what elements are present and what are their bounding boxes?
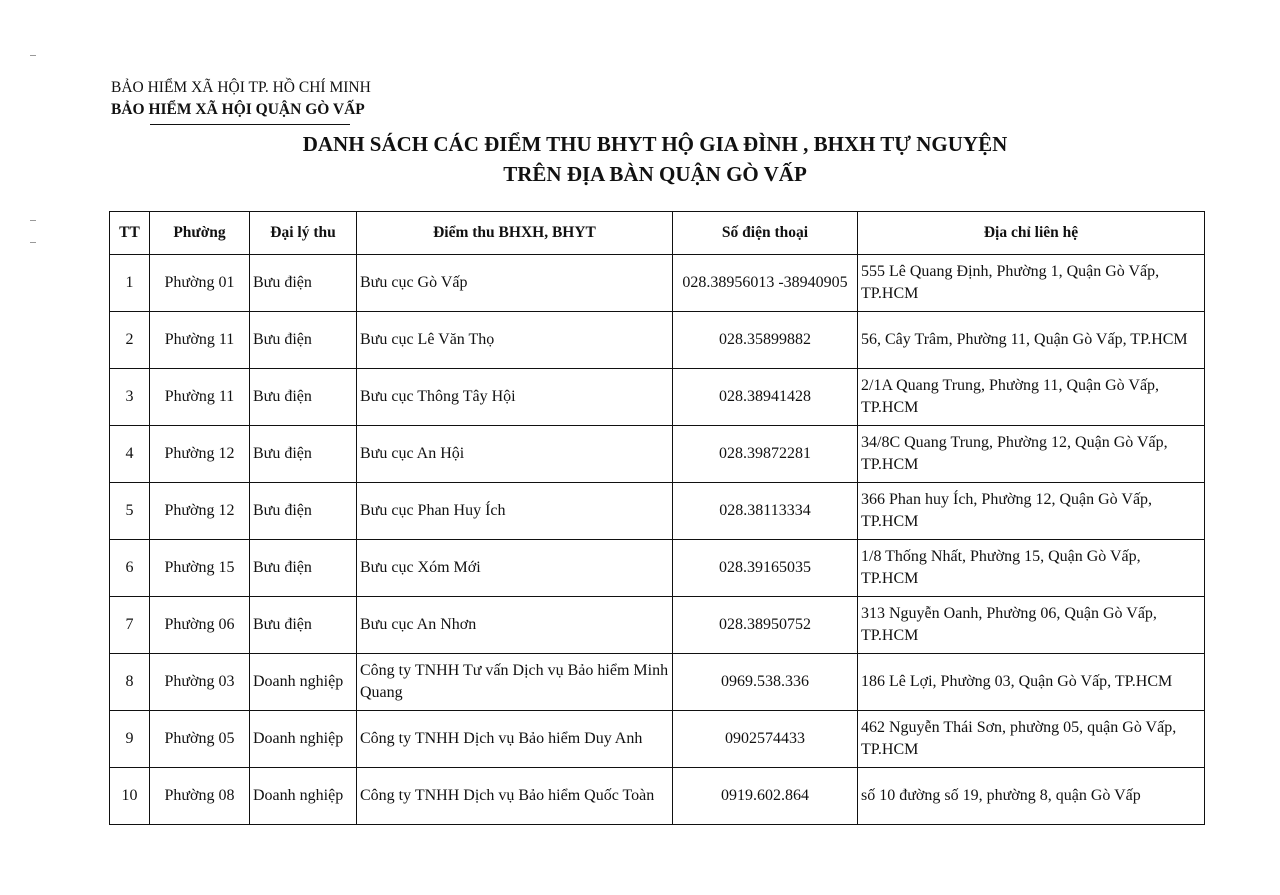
table-row bbox=[110, 597, 1205, 654]
table-row bbox=[110, 711, 1205, 768]
phone-cell: 0919.602.864 bbox=[673, 768, 858, 825]
agent-cell: Bưu điện bbox=[250, 597, 357, 654]
collection-point-cell: Công ty TNHH Dịch vụ Bảo hiểm Quốc Toàn bbox=[357, 768, 673, 825]
row-number: 10 bbox=[110, 768, 150, 825]
collection-point-cell: Bưu cục Phan Huy Ích bbox=[357, 483, 673, 540]
header-point: Điểm thu BHXH, BHYT bbox=[357, 212, 673, 255]
collection-point-cell: Bưu cục Thông Tây Hội bbox=[357, 369, 673, 426]
table-header-row bbox=[110, 212, 1205, 255]
address-cell: 462 Nguyễn Thái Sơn, phường 05, quận Gò Vấp, TP.HCM bbox=[858, 711, 1205, 768]
phone-cell: 028.35899882 bbox=[673, 312, 858, 369]
collection-point-cell: Bưu cục Xóm Mới bbox=[357, 540, 673, 597]
agent-cell: Doanh nghiệp bbox=[250, 654, 357, 711]
collection-point-cell: Bưu cục Lê Văn Thọ bbox=[357, 312, 673, 369]
row-number: 4 bbox=[110, 426, 150, 483]
agent-cell: Bưu điện bbox=[250, 483, 357, 540]
collection-points-table bbox=[109, 211, 1205, 825]
agent-cell: Bưu điện bbox=[250, 369, 357, 426]
address-cell: 186 Lê Lợi, Phường 03, Quận Gò Vấp, TP.HCM bbox=[858, 654, 1205, 711]
address-cell: 313 Nguyễn Oanh, Phường 06, Quận Gò Vấp, TP.HCM bbox=[858, 597, 1205, 654]
ward-cell: Phường 12 bbox=[150, 426, 250, 483]
organization-header bbox=[111, 77, 371, 121]
address-cell: số 10 đường số 19, phường 8, quận Gò Vấp bbox=[858, 768, 1205, 825]
phone-cell: 028.38956013 -38940905 bbox=[673, 255, 858, 312]
collection-point-cell: Bưu cục Gò Vấp bbox=[357, 255, 673, 312]
table-row bbox=[110, 369, 1205, 426]
collection-point-cell: Bưu cục An Nhơn bbox=[357, 597, 673, 654]
ward-cell: Phường 06 bbox=[150, 597, 250, 654]
collection-point-cell: Công ty TNHH Tư vấn Dịch vụ Bảo hiểm Minh Quang bbox=[357, 654, 673, 711]
table-row bbox=[110, 426, 1205, 483]
table-row bbox=[110, 768, 1205, 825]
agent-cell: Bưu điện bbox=[250, 426, 357, 483]
header-ward: Phường bbox=[150, 212, 250, 255]
agent-cell: Doanh nghiệp bbox=[250, 768, 357, 825]
row-number: 2 bbox=[110, 312, 150, 369]
row-number: 8 bbox=[110, 654, 150, 711]
phone-cell: 028.39165035 bbox=[673, 540, 858, 597]
ward-cell: Phường 15 bbox=[150, 540, 250, 597]
ward-cell: Phường 08 bbox=[150, 768, 250, 825]
scan-mark bbox=[30, 55, 36, 56]
address-cell: 1/8 Thống Nhất, Phường 15, Quận Gò Vấp, TP.HCM bbox=[858, 540, 1205, 597]
scan-mark bbox=[30, 242, 36, 243]
phone-cell: 028.38950752 bbox=[673, 597, 858, 654]
address-cell: 56, Cây Trâm, Phường 11, Quận Gò Vấp, TP.HCM bbox=[858, 312, 1205, 369]
document-title-line-1: DANH SÁCH CÁC ĐIỂM THU BHYT HỘ GIA ĐÌNH , BHXH TỰ NGUYỆN bbox=[302, 132, 1008, 156]
address-cell: 34/8C Quang Trung, Phường 12, Quận Gò Vấp, TP.HCM bbox=[858, 426, 1205, 483]
collection-point-cell: Bưu cục An Hội bbox=[357, 426, 673, 483]
agent-cell: Bưu điện bbox=[250, 540, 357, 597]
header-phone: Số điện thoại bbox=[673, 212, 858, 255]
ward-cell: Phường 01 bbox=[150, 255, 250, 312]
row-number: 5 bbox=[110, 483, 150, 540]
row-number: 3 bbox=[110, 369, 150, 426]
table-row bbox=[110, 483, 1205, 540]
table-row bbox=[110, 312, 1205, 369]
phone-cell: 028.38113334 bbox=[673, 483, 858, 540]
ward-cell: Phường 03 bbox=[150, 654, 250, 711]
row-number: 9 bbox=[110, 711, 150, 768]
row-number: 7 bbox=[110, 597, 150, 654]
collection-point-cell: Công ty TNHH Dịch vụ Bảo hiểm Duy Anh bbox=[357, 711, 673, 768]
table-row bbox=[110, 654, 1205, 711]
org-underline bbox=[150, 124, 350, 125]
table-row bbox=[110, 255, 1205, 312]
address-cell: 2/1A Quang Trung, Phường 11, Quận Gò Vấp, TP.HCM bbox=[858, 369, 1205, 426]
scan-mark bbox=[30, 220, 36, 221]
phone-cell: 028.39872281 bbox=[673, 426, 858, 483]
agent-cell: Bưu điện bbox=[250, 312, 357, 369]
phone-cell: 0902574433 bbox=[673, 711, 858, 768]
ward-cell: Phường 11 bbox=[150, 369, 250, 426]
header-tt: TT bbox=[110, 212, 150, 255]
row-number: 6 bbox=[110, 540, 150, 597]
address-cell: 555 Lê Quang Định, Phường 1, Quận Gò Vấp, TP.HCM bbox=[858, 255, 1205, 312]
ward-cell: Phường 11 bbox=[150, 312, 250, 369]
header-agent: Đại lý thu bbox=[250, 212, 357, 255]
table-row bbox=[110, 540, 1205, 597]
org-line-1: BẢO HIỂM XÃ HỘI TP. HỒ CHÍ MINH bbox=[111, 79, 371, 96]
org-line-2: BẢO HIỂM XÃ HỘI QUẬN GÒ VẤP bbox=[111, 101, 365, 118]
row-number: 1 bbox=[110, 255, 150, 312]
phone-cell: 028.38941428 bbox=[673, 369, 858, 426]
agent-cell: Doanh nghiệp bbox=[250, 711, 357, 768]
ward-cell: Phường 12 bbox=[150, 483, 250, 540]
ward-cell: Phường 05 bbox=[150, 711, 250, 768]
phone-cell: 0969.538.336 bbox=[673, 654, 858, 711]
document-title-line-2: TRÊN ĐỊA BÀN QUẬN GÒ VẤP bbox=[503, 162, 807, 186]
header-address: Địa chỉ liên hệ bbox=[858, 212, 1205, 255]
agent-cell: Bưu điện bbox=[250, 255, 357, 312]
address-cell: 366 Phan huy Ích, Phường 12, Quận Gò Vấp, TP.HCM bbox=[858, 483, 1205, 540]
